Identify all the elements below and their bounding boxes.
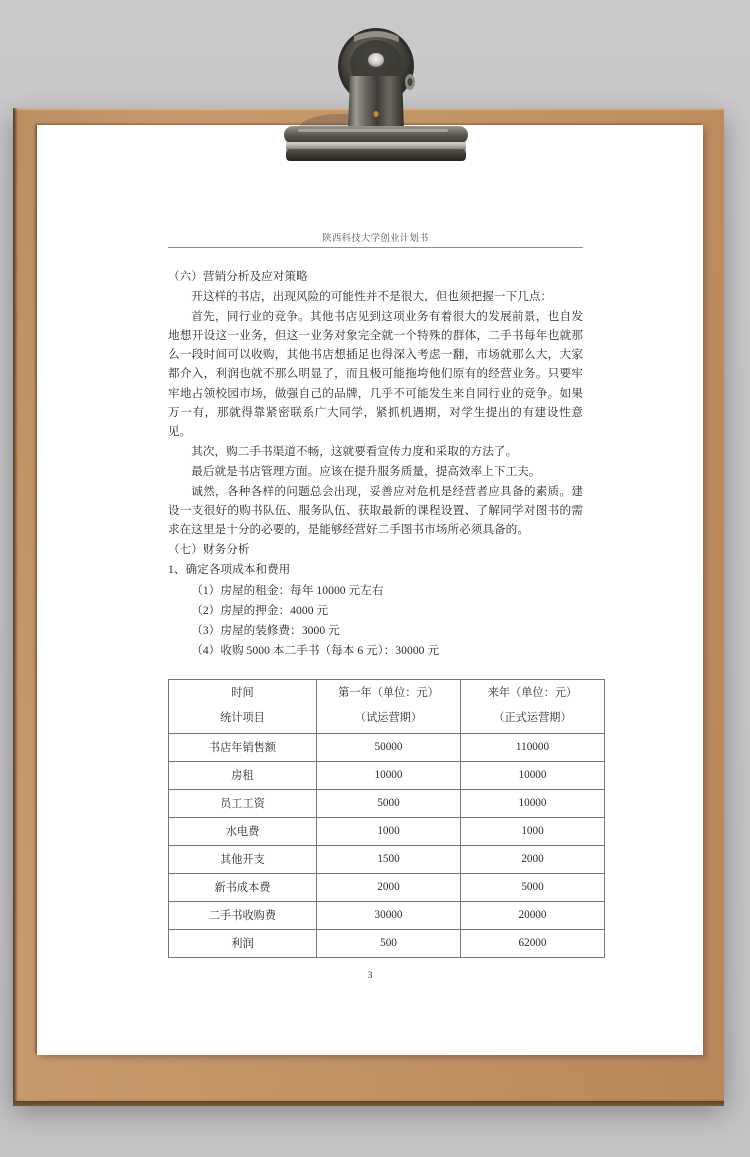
table-header-line1: 时间 xyxy=(231,687,254,700)
table-cell-year1: 50000 xyxy=(317,733,461,761)
table-cell-item: 新书成本费 xyxy=(169,873,317,901)
paragraph-p5: 诚然，各种各样的问题总会出现，妥善应对危机是经营者应具备的素质。建设一支很好的购书队伍、服务队伍、获取最新的课程设置、了解同学对图书的需求在这里是十分的必要的，是能够经营好二手图书市场所必须具备的。 xyxy=(168,485,583,537)
table-cell-year1: 1500 xyxy=(317,845,461,873)
table-header-cell xyxy=(169,679,317,733)
paragraph-p2: 首先，同行业的竞争。其他书店见到这项业务有着很大的发展前景，也自发地想开设这一业务，但这一业务对象完全就一个特殊的群体，二手书每年也就那么一段时间可以收购，其他书店想插足也得深入考虑一翻，市场就那么大，大家都介入，利润也就不那么明显了，而且极可能拖垮他们原有的经营业务。只要牢牢地占领校园市场，做强自己的品牌，几乎不可能发生来自同行业的竞争。如果万一有，那就得靠紧密联系广大同学，紧抓机遇期，对学生提出的有建设性意见。 xyxy=(168,310,583,438)
finance-table-container xyxy=(168,679,583,958)
table-header-line2: （正式运营期） xyxy=(493,712,572,725)
table-cell-item: 书店年销售额 xyxy=(169,733,317,761)
document-page xyxy=(37,125,703,1055)
table-row xyxy=(169,733,605,761)
table-row xyxy=(169,901,605,929)
table-header-line1: 来年（单位：元） xyxy=(487,687,578,700)
table-cell-item: 其他开支 xyxy=(169,845,317,873)
table-cell-item: 水电费 xyxy=(169,817,317,845)
table-cell-year1: 500 xyxy=(317,929,461,957)
paragraph-p10: （4）收购 5000 本二手书（每本 6 元）：30000 元 xyxy=(191,643,440,657)
table-row xyxy=(169,873,605,901)
table-header-line2: （试运营期） xyxy=(354,712,423,725)
table-cell-year1: 5000 xyxy=(317,789,461,817)
table-cell-year2: 10000 xyxy=(461,761,605,789)
table-cell-year2: 1000 xyxy=(461,817,605,845)
table-cell-item: 利润 xyxy=(169,929,317,957)
table-row xyxy=(169,817,605,845)
finance-table xyxy=(168,679,605,958)
paragraph-h-six: （六）营销分析及应对策略 xyxy=(168,270,308,283)
table-row xyxy=(169,761,605,789)
table-cell-year2: 20000 xyxy=(461,901,605,929)
paragraph-p1: 开这样的书店，出现风险的可能性并不是很大，但也须把握一下几点： xyxy=(191,290,553,304)
table-cell-year2: 10000 xyxy=(461,789,605,817)
paragraph-p8: （2）房屋的押金：4000 元 xyxy=(191,603,329,617)
page-number: 3 xyxy=(367,970,373,981)
table-cell-year2: 2000 xyxy=(461,845,605,873)
table-cell-item: 房租 xyxy=(169,761,317,789)
table-header-cell xyxy=(317,679,461,733)
table-cell-year1: 2000 xyxy=(317,873,461,901)
paragraph-p4: 最后就是书店管理方面。应该在提升服务质量，提高效率上下工夫。 xyxy=(191,464,541,478)
table-cell-year2: 110000 xyxy=(461,733,605,761)
header-rule xyxy=(168,247,583,248)
table-cell-item: 员工工资 xyxy=(169,789,317,817)
document-text-column xyxy=(168,230,583,958)
table-header-line2: 统计项目 xyxy=(220,712,265,725)
table-cell-year1: 10000 xyxy=(317,761,461,789)
paragraph-p9: （3）房屋的装修费：3000 元 xyxy=(191,623,340,637)
table-cell-year2: 62000 xyxy=(461,929,605,957)
table-row xyxy=(169,929,605,957)
paragraph-h-seven: （七）财务分析 xyxy=(168,543,250,557)
board-top-highlight xyxy=(13,108,724,111)
table-cell-year2: 5000 xyxy=(461,873,605,901)
table-header-row xyxy=(169,679,605,733)
table-cell-year1: 30000 xyxy=(317,901,461,929)
board-left-shadow xyxy=(13,108,18,1101)
body-paragraphs xyxy=(168,267,583,660)
table-cell-item: 二手书收购费 xyxy=(169,901,317,929)
table-header-line1: 第一年（单位：元） xyxy=(338,687,439,700)
table-cell-year1: 1000 xyxy=(317,817,461,845)
paragraph-p6: 1、确定各项成本和费用 xyxy=(168,563,291,577)
paragraph-p7: （1）房屋的租金：每年 10000 元左右 xyxy=(191,583,384,597)
table-row xyxy=(169,845,605,873)
table-header-cell xyxy=(461,679,605,733)
running-header: 陕西科技大学创业计划书 xyxy=(322,234,429,244)
table-row xyxy=(169,789,605,817)
paragraph-p3: 其次，购二手书渠道不畅，这就要看宣传力度和采取的方法了。 xyxy=(191,444,518,458)
